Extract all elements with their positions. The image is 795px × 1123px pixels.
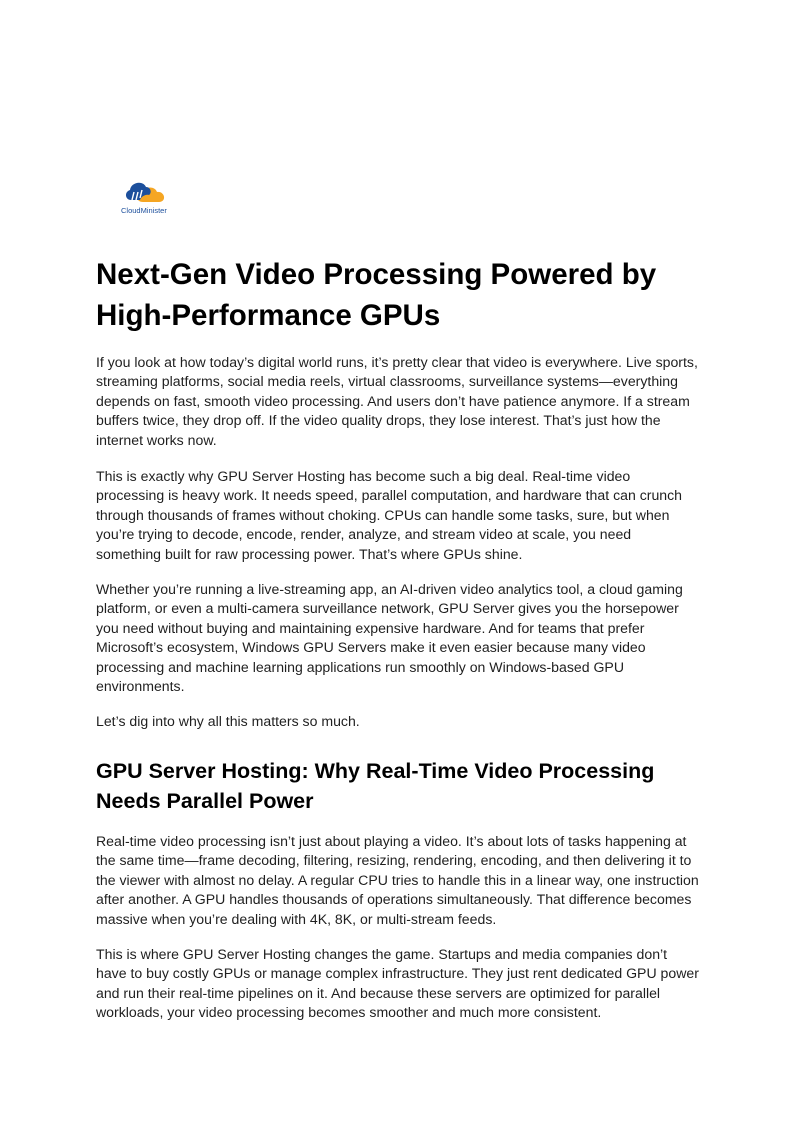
cloud-logo-icon	[121, 178, 181, 206]
section-paragraph-2: This is where GPU Server Hosting changes the game. Startups and media companies don’t have to buy costly GPUs or manage complex infrastructure. They just rent dedicated GPU power and run their real-time pipelines on it. And because these servers are optimized for parallel workloads, your video processing becomes smoother and much more consistent.	[96, 946, 699, 1021]
page-title: Next-Gen Video Processing Powered by High-Performance GPUs	[96, 258, 657, 332]
intro-paragraph-1: If you look at how today’s digital world runs, it’s pretty clear that video is everywhere. Live sports, streaming platforms, social media reels, virtual classrooms, surveillance systems—everything depends on fast, smooth video processing. And users don’t have patience anymore. If a stream buffers twice, they drop off. If the video quality drops, they lose interest. That’s just how the internet works now.	[96, 354, 698, 448]
intro-paragraph-2: This is exactly why GPU Server Hosting has become such a big deal. Real-time video processing is heavy work. It needs speed, parallel computation, and hardware that can crunch through thousands of frames without choking. CPUs can handle some tasks, sure, but when you’re trying to decode, encode, render, analyze, and stream video at scale, you need something built for raw processing power. That’s where GPUs shine.	[96, 468, 683, 562]
intro-paragraph-4: Let’s dig into why all this matters so much.	[96, 713, 360, 729]
logo-wordmark: CloudMinister	[121, 206, 167, 215]
section-heading: GPU Server Hosting: Why Real-Time Video Processing Needs Parallel Power	[96, 759, 655, 813]
company-logo	[121, 178, 181, 216]
intro-paragraph-3: Whether you’re running a live-streaming app, an AI-driven video analytics tool, a cloud gaming platform, or even a multi-camera surveillance network, GPU Server gives you the horsepower you need without buying and maintaining expensive hardware. And for teams that prefer Microsoft’s ecosystem, Windows GPU Servers make it even easier because many video processing and machine learning applications run smoothly on Windows-based GPU environments.	[96, 581, 683, 695]
section-paragraph-1: Real-time video processing isn’t just about playing a video. It’s about lots of tasks happening at the same time—frame decoding, filtering, resizing, rendering, encoding, and then delivering it to the viewer with almost no delay. A regular CPU tries to handle this in a linear way, one instruction after another. A GPU handles thousands of operations simultaneously. That difference becomes massive when you’re dealing with 4K, 8K, or multi-stream feeds.	[96, 833, 699, 927]
